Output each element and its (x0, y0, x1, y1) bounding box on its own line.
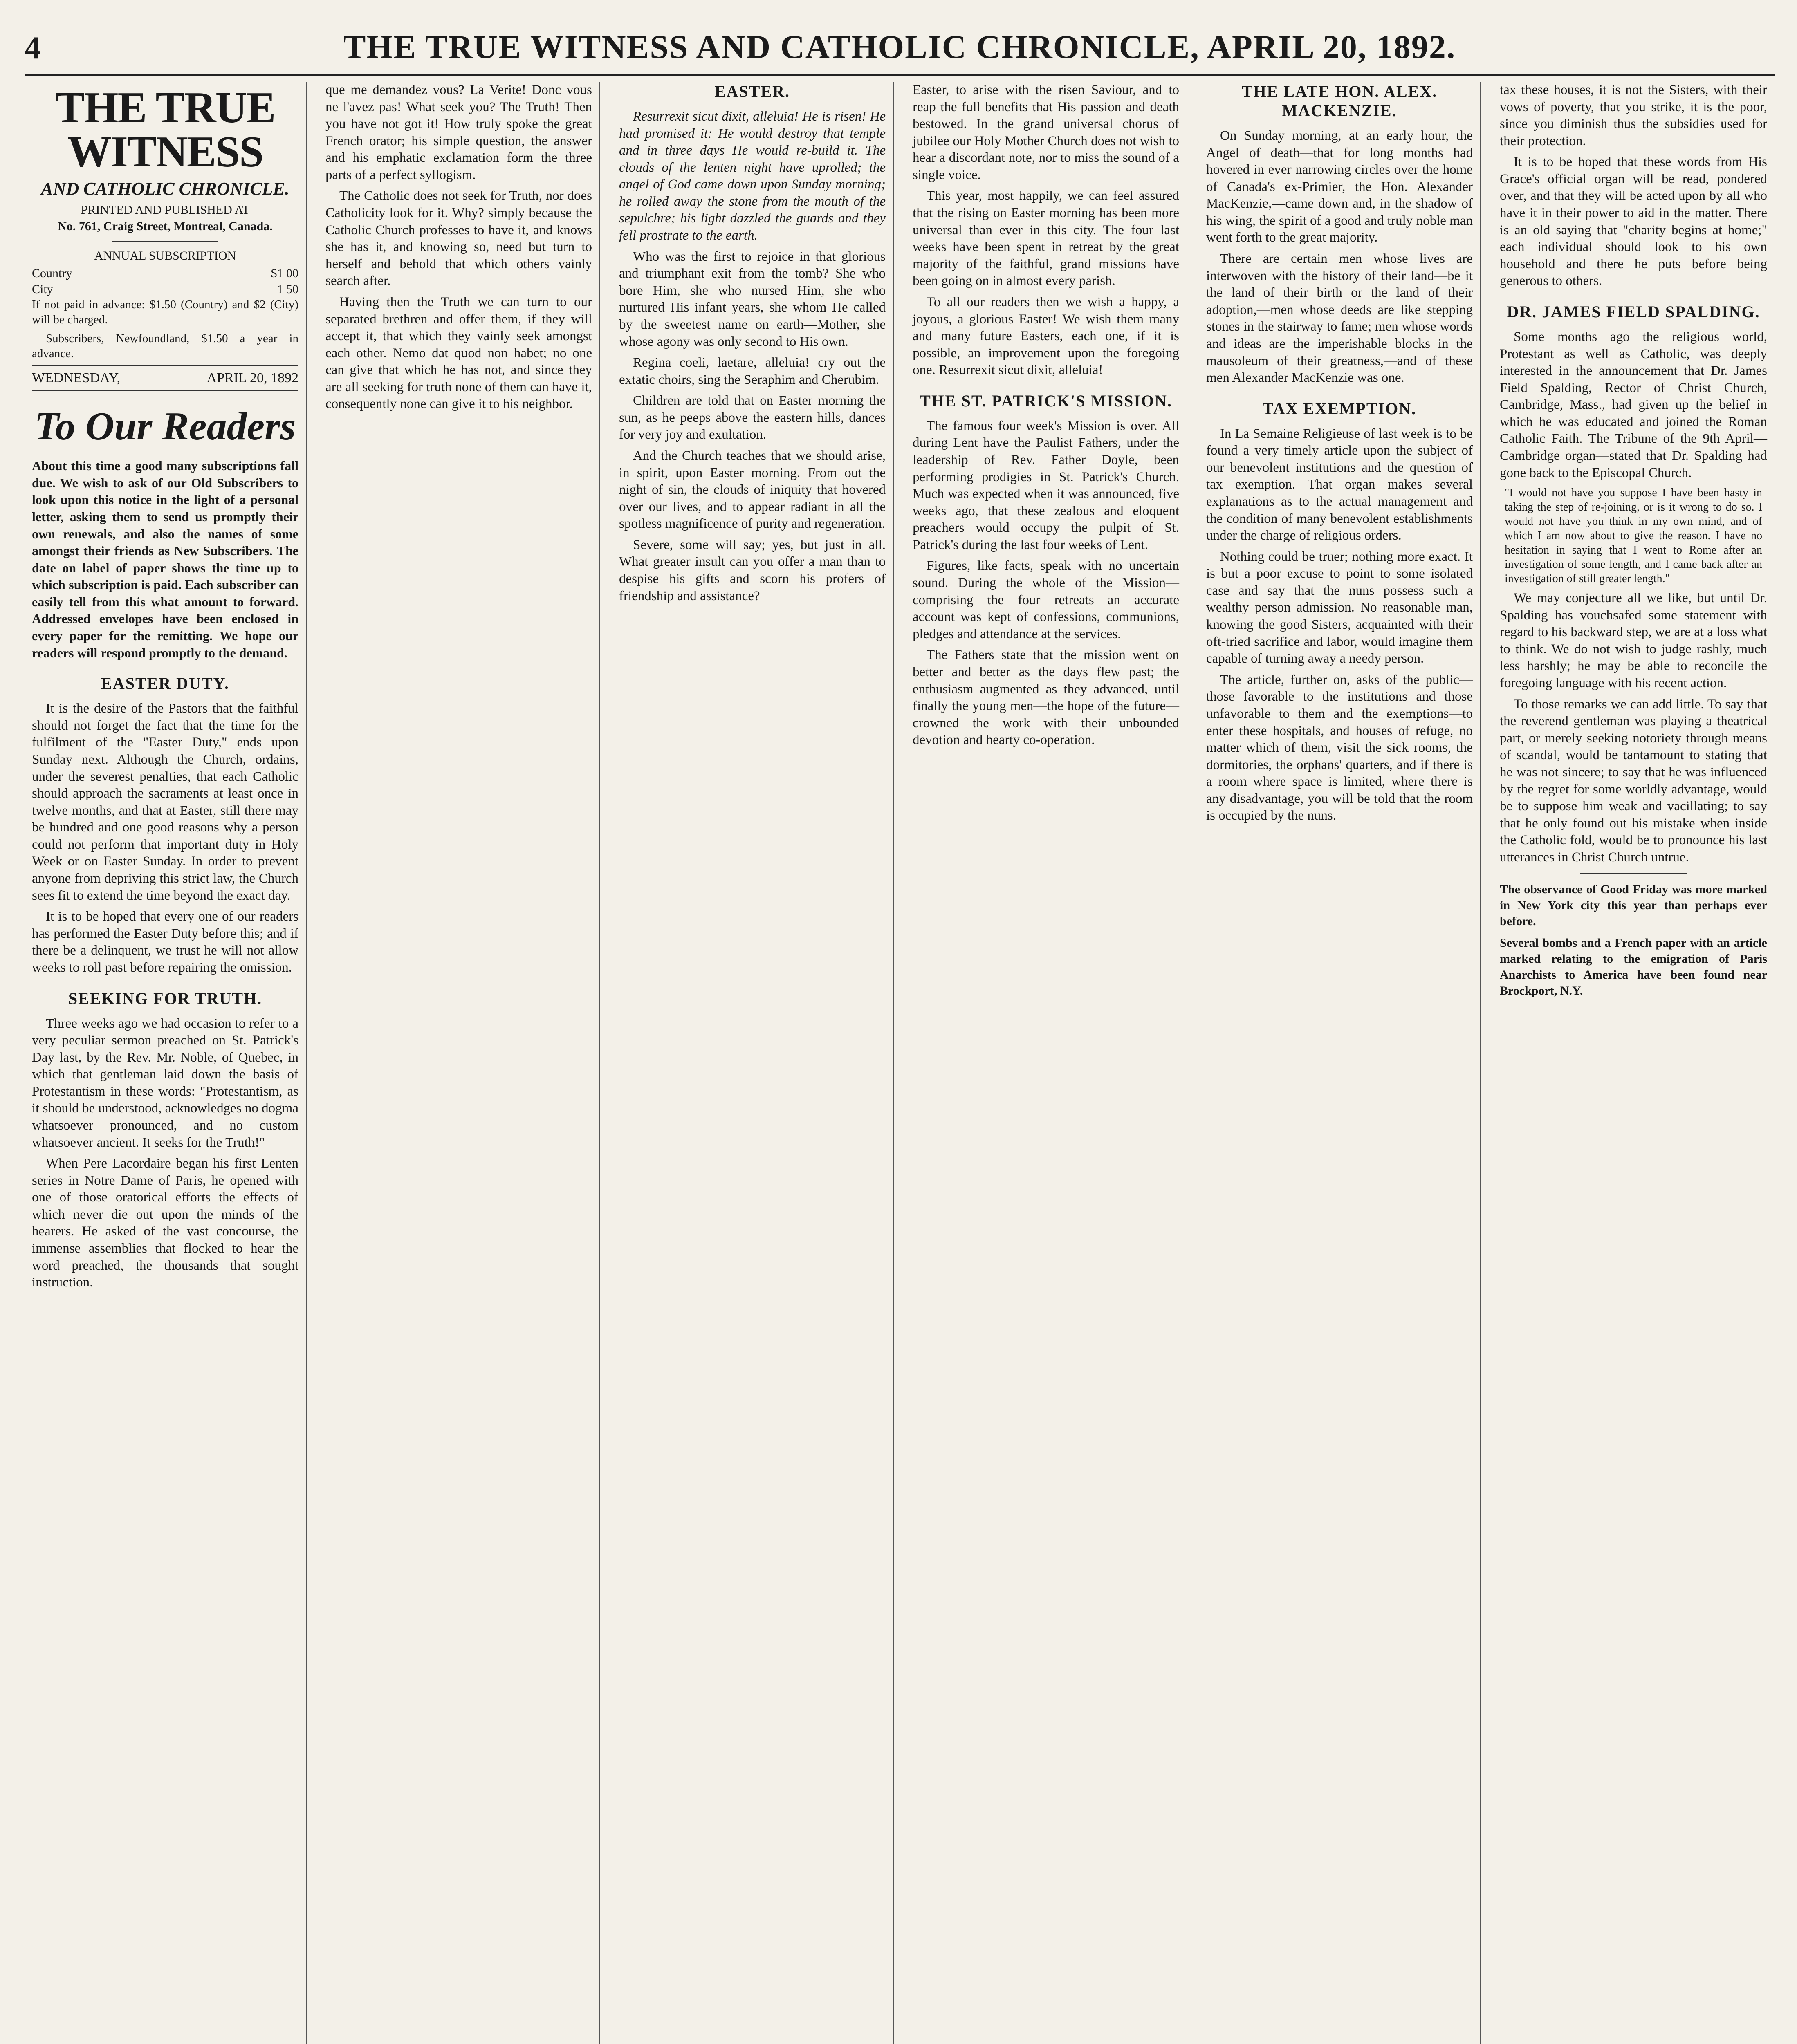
easter-duty-paragraph: It is the desire of the Pastors that the faithful should not forget the fact that the time for the fulfilment of the "Easter Duty," ends upon Sunday next. Although the Church, ordains, under the severest penalties, that each Catholic should approach the sacraments at least once in twelve months, and that at Easter, still there may be hundred and one good reasons why a person could not perform that important duty in Holy Week or on Easter Sunday. In order to prevent anyone from depriving this strict law, the Church sees fit to extend the time beyond the exact day. (32, 701, 298, 903)
column-6 (1492, 82, 1775, 2044)
mission-paragraph: The famous four week's Mission is over. All during Lent have the Paulist Fathers, under the leadership of Rev. Father Doyle, been performing prodigies in St. Patrick's Church. Much was expected when it was announced, five weeks ago, that these zealous and eloquent preachers would occupy the pulpit of St. Patrick's during the last four weeks of Lent. (913, 418, 1179, 552)
news-note: The observance of Good Friday was more marked in New York city this year than perhaps ever before. (1500, 883, 1767, 928)
column-2 (318, 82, 600, 2044)
tax-exemption-paragraph: In La Semaine Religieuse of last week is to be found a very timely article upon the subject of our benevolent institutions and the question of tax exemption. That organ makes several explanations as to the actual management and the condition of many benevolent establishments under the charge of religious orders. (1206, 426, 1473, 543)
easter-paragraph: And the Church teaches that we should arise, in spirit, upon Easter morning. From out the night of sin, the clouds of iniquity that hovered over our lives, and to appear radiant in all the spotless magnificence of purity and regeneration. (619, 448, 886, 531)
news-note: Several bombs and a French paper with an article marked relating to the emigration of Paris Anarchists to America have been found near Brockport, N.Y. (1500, 936, 1767, 998)
article-paragraph: Having then the Truth we can turn to our separated brethren and offer them, if they will accept it, that which they vainly seek amongst each other. Nemo dat quod non habet; no one can give that which he has not, and since they are all seeking for truth none of them can have it, consequently none can give it to his neighbor. (325, 294, 592, 412)
printed-by: PRINTED AND PUBLISHED AT (81, 203, 250, 217)
divider (1580, 873, 1687, 874)
mackenzie-paragraph: There are certain men whose lives are interwoven with the history of their land—be it the land of their birth or the land of their adoption,—men whose deeds are like stepping stones in the stairway to fame; men whose words and ideas are the imperishable blocks in the mausoleum of their greatness,—and of these men Alexander MacKenzie was one. (1206, 251, 1473, 385)
spalding-paragraph: We may conjecture all we like, but until Dr. Spalding has vouchsafed some statement with regard to his backward step, we are at a loss what to think. We do not wish to judge rashly, much less harshly; he may be able to reconcile the foregoing language with his recent action. (1500, 591, 1767, 691)
tax-exemption-heading: TAX EXEMPTION. (1262, 399, 1417, 418)
masthead-address: No. 761, Craig Street, Montreal, Canada. (58, 220, 273, 233)
article-paragraph: tax these houses, it is not the Sisters, with their vows of poverty, that you strike, it is the poor, since you diminish thus the subsidies used for their protection. (1500, 83, 1767, 148)
divider (112, 241, 219, 242)
advance-note: If not paid in advance: $1.50 (Country) and $2 (City) will be charged. (32, 298, 298, 326)
newspaper-columns (25, 82, 1775, 2044)
newspaper-title: THE TRUE WITNESS AND CATHOLIC CHRONICLE, APRIL 20, 1892. (343, 28, 1456, 65)
mackenzie-heading: THE LATE HON. ALEX. MACKENZIE. (1241, 82, 1438, 120)
spalding-paragraph: To those remarks we can add little. To say that the reverend gentleman was playing a theatrical part, or merely seeking notoriety through means of scandal, would be tantamount to stating that he was not sincere; to say that he was influenced by the regret for some worldly advantage, would be to suppose him weak and vacillating; to say that he only found out his mistake when inside the Catholic fold, would be to pronounce his last utterances in Christ Church untrue. (1500, 697, 1767, 865)
spalding-heading: DR. JAMES FIELD SPALDING. (1507, 302, 1760, 321)
page-header (25, 25, 1775, 76)
easter-paragraph: Resurrexit sicut dixit, alleluia! He is risen! He had promised it: He would destroy that temple and in three days He would re-build it. The clouds of the lenten night have uprolled; the angel of God came down upon Sunday morning; he rolled away the stone from the mouth of the sepulchre; his light dazzled the guards and they fell prostrate to the earth. (619, 109, 886, 243)
masthead-subtitle: AND CATHOLIC CHRONICLE. (41, 179, 289, 199)
dateline (32, 365, 298, 391)
readers-notice: About this time a good many subscriptions fall due. We wish to ask of our Old Subscribers to look upon this notice in the light of a personal letter, asking them to send us promptly their own renewals, and also the names of some amongst their friends as New Subscribers. The date on label of paper shows the time up to which subscription is paid. Each subscriber can easily tell from this what amount to forward. Addressed envelopes have been enclosed in every paper for the remitting. We hope our readers will respond promptly to the demand. (32, 458, 298, 660)
article-paragraph: The Catholic does not seek for Truth, nor does Catholicity look for it. Why? simply because the Catholic Church professes to have it, and knows she has it, and knowing so, need but turn to herself and behold that which others vainly search after. (325, 188, 592, 289)
rate-country: Country $1 00 (32, 267, 298, 280)
easter-paragraph: Regina coeli, laetare, alleluia! cry out the extatic choirs, sing the Seraphim and Cherubim. (619, 355, 886, 387)
mackenzie-paragraph: On Sunday morning, at an early hour, the Angel of death—that for long months had hovered in ever narrowing circles over the home of Canada's ex-Primier, the Hon. Alexander MacKenzie,—came down and, in the shadow of his wing, the spirit of a good and truly noble man went forth to the great majority. (1206, 128, 1473, 245)
spalding-quote: "I would not have you suppose I have been hasty in taking the step of re-joining, or is it wrong to do so. I would not have you think in my own mind, and of which I am now about to give the reason. I have no hesitation in saying that I went to Rome after an investigation of some length, and I came back after an investigation of still greater length." (1505, 486, 1762, 585)
dateline-date: APRIL 20, 1892 (206, 370, 298, 386)
subscription-title: ANNUAL SUBSCRIPTION (94, 249, 236, 262)
mission-paragraph: The Fathers state that the mission went on better and better as the days flew past; the enthusiasm augmented as they advanced, until finally the young men—the hope of the future—crowned the work with their unbounded devotion and hearty co-operation. (913, 648, 1179, 748)
readers-heading: To Our Readers (34, 404, 296, 449)
mission-paragraph: Figures, like facts, speak with no uncertain sound. During the whole of the Mission—comprising the four retreats—an accurate account was kept of confessions, communions, pledges and attendance at the services. (913, 558, 1179, 641)
page-number: 4 (25, 30, 40, 65)
tax-exemption-paragraph: The article, further on, asks of the public—those favorable to the institutions and those unfavorable to them and the exemptions—to enter these hospitals, and houses of refuge, no matter which of them, visit the sick rooms, the dormitories, the orphans' quarters, and if there is a room where space is limited, where there is any disadvantage, you will be told that the room is occupied by the nuns. (1206, 672, 1473, 823)
easter-paragraph: Severe, some will say; yes, but just in all. What greater insult can you offer a man than to despise his gifts and scorn his profers of friendship and assistance? (619, 537, 886, 603)
dateline-day: WEDNESDAY, (32, 370, 121, 386)
masthead-title: THE TRUE WITNESS (55, 83, 275, 176)
article-paragraph: It is to be hoped that these words from His Grace's official organ will be read, pondered over, and that they will be acted upon by all who have it in their power to aid in the matter. There is an old saying that "charity begins at home;" each individual should look to his own household and there he puts before being generous to others. (1500, 155, 1767, 289)
article-paragraph: que me demandez vous? La Verite! Donc vous ne l'avez pas! What seek you? The Truth! Then you have not got it! How truly spoke the great French orator; his simple question, the answer and his emphatic exclamation form the three parts of a perfect syllogism. (325, 83, 592, 182)
article-paragraph: Easter, to arise with the risen Saviour, and to reap the full benefits that His passion and death bestowed. In the grand universal chorus of jubilee our Holy Mother Church does not wish to hear a discordant note, nor to miss the sound of a single voice. (913, 83, 1179, 182)
column-1 (25, 82, 307, 2044)
column-3 (612, 82, 894, 2044)
newfoundland-note: Subscribers, Newfoundland, $1.50 a year in advance. (32, 332, 298, 360)
subscription-rates (32, 265, 298, 361)
easter-paragraph: Who was the first to rejoice in that glorious and triumphant exit from the tomb? She who bore Him, she who nursed Him, she who nurtured His infant years, she whom He called by the sweetest name on earth—Mother, she whose agony was only second to His own. (619, 249, 886, 349)
article-paragraph: This year, most happily, we can feel assured that the rising on Easter morning has been more universal than ever in this city. The four last weeks have been spent in retreat by the great majority of the faithful, grand missions have been going on in almost every parish. (913, 188, 1179, 289)
seeking-truth-paragraph: When Pere Lacordaire began his first Lenten series in Notre Dame of Paris, he opened with one of those oratorical efforts the effects of which never die out upon the minds of the hearers. He asked of the vast concourse, the immense assemblies that flocked to hear the word preached, the thousands that sought instruction. (32, 1156, 298, 1290)
seeking-truth-heading: SEEKING FOR TRUTH. (68, 989, 262, 1008)
easter-heading: EASTER. (714, 82, 790, 101)
mission-heading: THE ST. PATRICK'S MISSION. (920, 391, 1172, 410)
easter-duty-paragraph: It is to be hoped that every one of our readers has performed the Easter Duty before this; and if there be a delinquent, we trust he will not allow weeks to roll past before repairing the omission. (32, 909, 298, 975)
easter-duty-heading: EASTER DUTY. (101, 674, 229, 693)
tax-exemption-paragraph: Nothing could be truer; nothing more exact. It is but a poor excuse to point to some isolated case and say that the nuns possess such a wealthy person admission. No reasonable man, knowing the good Sisters, acquainted with their oft-tried sacrifice and labor, would imagine them capable of turning away a needy person. (1206, 549, 1473, 666)
column-4 (905, 82, 1187, 2044)
rate-city: City 1 50 (32, 282, 298, 296)
article-paragraph: To all our readers then we wish a happy, a joyous, a glorious Easter! We wish them many and many future Easters, each one, if it is possible, an improvement upon the foregoing one. Resurrexit sicut dixit, alleluia! (913, 294, 1179, 378)
spalding-paragraph: Some months ago the religious world, Protestant as well as Catholic, was deeply interested in the announcement that Dr. James Field Spalding, Rector of Christ Church, Cambridge, Mass., had given up the belief in which he was educated and joined the Roman Catholic Faith. The Tribune of the 9th April—Cambridge organ—stated that Dr. Spalding had gone back to the Episcopal Church. (1500, 329, 1767, 480)
easter-paragraph: Children are told that on Easter morning the sun, as he peeps above the eastern hills, dances for very joy and exultation. (619, 393, 886, 442)
column-5 (1199, 82, 1481, 2044)
seeking-truth-paragraph: Three weeks ago we had occasion to refer to a very peculiar sermon preached on St. Patrick's Day last, by the Rev. Mr. Noble, of Quebec, in which that gentleman laid down the basis of Protestantism in these words: "Protestantism, as it should be understood, acknowledges no dogma whatsoever pronounced, and no custom whatsoever ancient. It seeks for the Truth!" (32, 1016, 298, 1150)
